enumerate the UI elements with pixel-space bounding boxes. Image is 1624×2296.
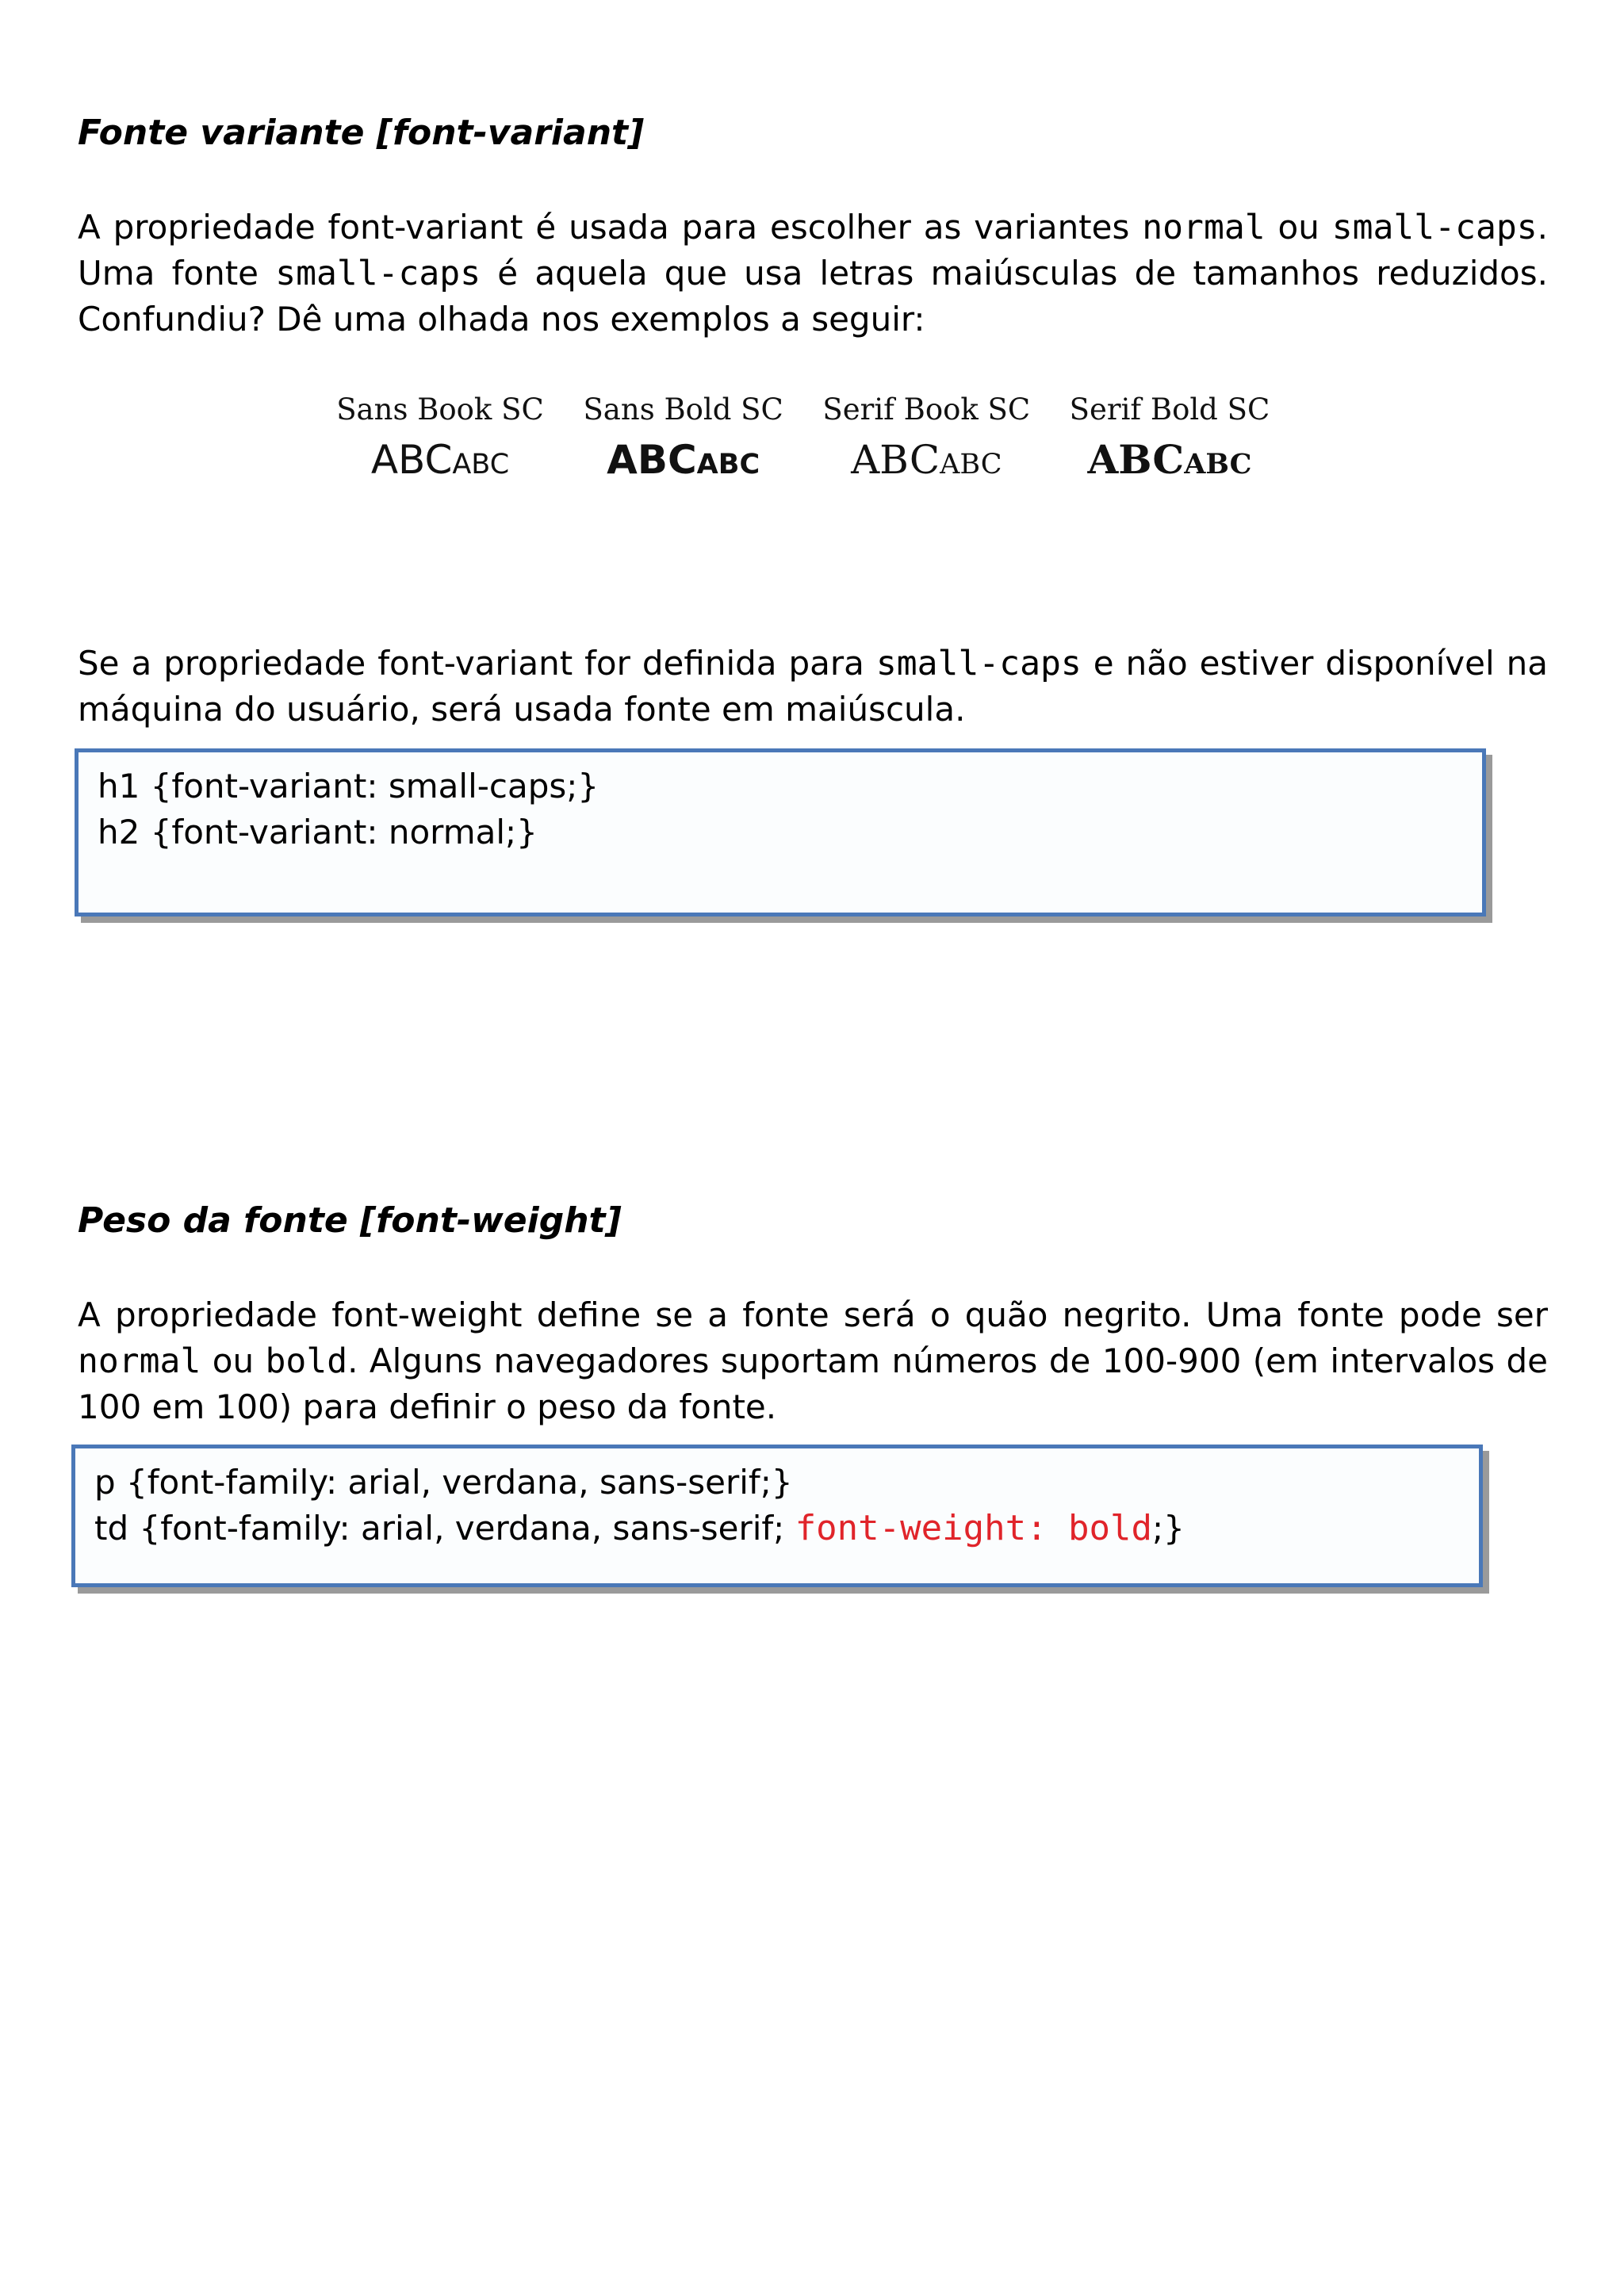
term-bold: bold — [265, 1341, 348, 1381]
term-normal: normal — [78, 1341, 201, 1381]
intro-text: A propriedade font-weight define se a fonte será o quão negrito. Uma fonte pode ser — [78, 1295, 1548, 1334]
term-small-caps: small-caps — [875, 644, 1082, 683]
code-line: h1 {font-variant: small-caps;} — [98, 767, 599, 806]
section-heading-font-weight: Peso da fonte [font-weight] — [78, 1200, 622, 1241]
font-variant-intro-paragraph — [78, 205, 1548, 342]
sample-label: Serif Bold SC — [1069, 392, 1270, 427]
intro-text: ou — [1265, 208, 1332, 247]
sample-sans-book — [333, 392, 547, 503]
intro-text: . Uma fonte — [78, 208, 1548, 293]
sample-label: Serif Book SC — [822, 392, 1031, 427]
term-normal: normal — [1142, 208, 1266, 247]
small-caps-samples-figure — [333, 392, 1277, 503]
font-variant-note-paragraph — [78, 641, 1548, 733]
sample-serif-book — [819, 392, 1033, 503]
sample-label: Sans Bold SC — [583, 392, 783, 427]
code-example-font-weight — [71, 1445, 1483, 1587]
sample-text: ABCabc — [851, 437, 1002, 483]
sample-label: Sans Book SC — [336, 392, 544, 427]
intro-text: ou — [201, 1341, 266, 1380]
note-text: e não estiver disponível na máquina do usuário, será usada fonte em maiúscula. — [78, 644, 1548, 729]
sample-sans-bold — [576, 392, 791, 503]
intro-text: é aquela que usa letras maiúsculas de tamanhos reduzidos. Confundiu? Dê uma olhada nos exemplos a seguir: — [78, 254, 1548, 339]
intro-text: . Alguns navegadores suportam números de 100-900 (em intervalos de 100 em 100) para definir o peso da fonte. — [78, 1341, 1548, 1426]
section-heading-font-variant: Fonte variante [font-variant] — [78, 113, 645, 153]
intro-text: A propriedade font-variant é usada para escolher as variantes — [78, 208, 1143, 247]
code-text: ;} — [1152, 1509, 1185, 1548]
code-line: p {font-family: arial, verdana, sans-serif;} — [94, 1463, 793, 1502]
code-line — [94, 1506, 1460, 1552]
term-small-caps: small-caps — [275, 254, 481, 293]
sample-serif-bold — [1063, 392, 1277, 503]
code-highlight-font-weight: font-weight: bold — [795, 1508, 1153, 1548]
sample-text: ABCabc — [607, 437, 760, 483]
term-small-caps: small-caps — [1331, 208, 1538, 247]
sample-text: ABCabc — [370, 437, 510, 483]
code-example-font-variant — [75, 748, 1486, 916]
note-text: Se a propriedade font-variant for definida para — [78, 644, 876, 683]
code-text: td {font-family: arial, verdana, sans-serif; — [94, 1509, 795, 1548]
font-weight-intro-paragraph — [78, 1292, 1548, 1430]
code-line: h2 {font-variant: normal;} — [98, 813, 538, 851]
sample-text: ABCabc — [1087, 436, 1252, 483]
